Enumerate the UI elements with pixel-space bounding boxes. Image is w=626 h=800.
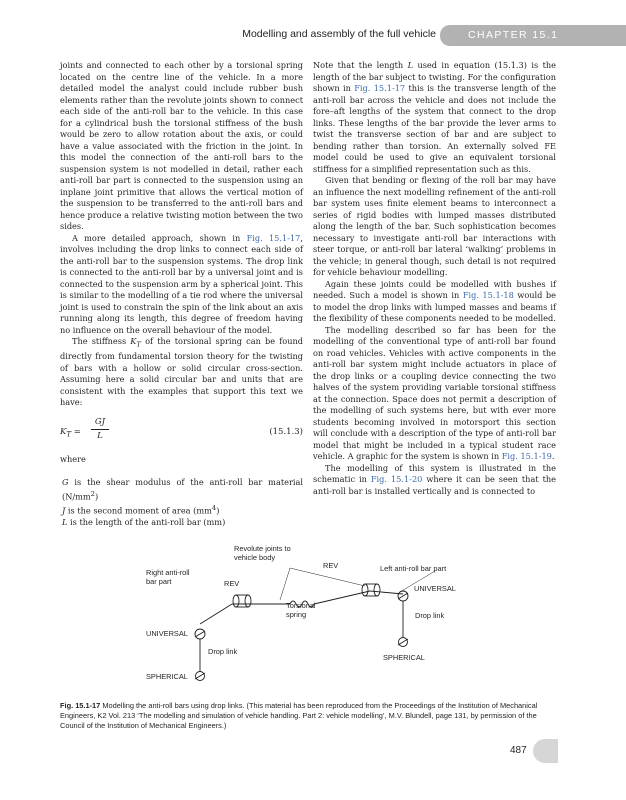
paragraph: A more detailed approach, shown in Fig. 15.1-17, involves including the drop links to connect each side of the anti-roll bar to the suspension systems. The drop link is connected to the anti-roll bar by a universal joint and is connected to the suspension arm by a spherical joint. This is similar to the modelling of a tie rod where the universal joint is used to constrain the spin of the link about an axis running along its length, this degree of freedom having no influence on the overall behaviour of the model. bbox=[60, 232, 303, 335]
label-spherical-right: SPHERICAL bbox=[383, 653, 425, 662]
right-bar-arm bbox=[370, 591, 403, 594]
figure-link[interactable]: Fig. 15.1-18 bbox=[462, 290, 514, 300]
paragraph: Again these joints could be modelled with bushes if needed. Such a model is shown in Fig. 15.1-18 would be to model the drop links with lumped masses and beams if the flexibility of these components needed to be modelled. bbox=[313, 278, 556, 323]
left-spherical-joint bbox=[195, 672, 205, 681]
label-revolute-joints: Revolute joints to vehicle body bbox=[234, 544, 291, 562]
symbol-list bbox=[60, 477, 303, 528]
caption-text: Modelling the anti-roll bars using drop links. (This material has been reproduced from the Proceedings of the Institution of Mechanical Engineers, K2 Vol. 213 ‘The modelling and simulation of vehicle handling. Part 2: vehicle modelling’, M.V. Blundell, page 131, by permission of the Council of the Institution of Mechanical Engineers.) bbox=[60, 701, 538, 730]
page-tab bbox=[533, 739, 558, 763]
figure-link[interactable]: Fig. 15.1-19 bbox=[501, 451, 552, 461]
label-drop-link-left: Drop link bbox=[208, 647, 238, 656]
left-column bbox=[60, 60, 303, 529]
symbol-definition: L is the length of the anti-roll bar (mm) bbox=[62, 517, 226, 528]
chapter-label: CHAPTER 15.1 bbox=[468, 29, 559, 41]
right-universal-joint bbox=[398, 591, 408, 601]
equation-fraction bbox=[91, 417, 109, 443]
label-drop-link-right: Drop link bbox=[415, 611, 445, 620]
equation-denominator: L bbox=[97, 431, 103, 442]
symbol-definition: G is the shear modulus of the anti-roll bar material $(N/mm^2)$ bbox=[62, 477, 303, 502]
paragraph: The stiffness $K_T$ of the torsional spring can be found directly from fundamental torsion theory for the twisting of bars with a hollow or solid circular cross-section. Assuming here a solid circular bar and units that are consistent with the examples that support this text we have: bbox=[60, 336, 303, 408]
figure-link[interactable]: Fig. 15.1-17 bbox=[246, 232, 301, 243]
anti-roll-bar-diagram bbox=[140, 538, 580, 688]
equation-lhs: $K_T$ = bbox=[60, 426, 81, 439]
left-bar-arm bbox=[200, 604, 232, 624]
label-torsional-spring: Torsional spring bbox=[286, 601, 316, 619]
symbol-definition: J is the second moment of area $(mm^4)$ bbox=[62, 503, 220, 516]
figure-link[interactable]: Fig. 15.1-20 bbox=[370, 474, 423, 484]
paragraph: The modelling of this system is illustrated in the schematic in Fig. 15.1-20 where it can be seen that the anti-roll bar is installed vertically and is connected to bbox=[313, 462, 556, 496]
label-universal-right: UNIVERSAL bbox=[414, 584, 456, 593]
right-spherical-joint bbox=[398, 638, 408, 647]
leader-line bbox=[280, 568, 290, 600]
paragraph: Note that the length L used in equation (15.1.3) is the length of the bar subject to twisting. For the configuration shown in Fig. 15.1-17 this is the transverse length of the anti-roll bar across the vehicle and does not include the fore–aft lengths of the system that connect to the drop links. These lengths of the bar provide the lever arms to twist the transverse section of bar and are subject to bending rather than torsion. An externally solved FE model could be used to give an equivalent torsional stiffness for a simplified representation such as this. bbox=[313, 60, 556, 174]
paragraph: Given that bending or flexing of the roll bar may have an influence the next modelling refinement of the anti-roll bar system uses finite element beams to interconnect a series of rigid bodies with lumped masses distributed along the length of the bar. Such sophistication becomes necessary to investigate anti-roll bar interactions with steer torque, or anti-roll bar lateral ‘walking’ problems in the vehicle; in general though, such detail is not required for vehicle behaviour modelling. bbox=[313, 175, 556, 277]
right-bar-transverse bbox=[314, 591, 370, 604]
page-header bbox=[0, 25, 626, 46]
figure-link[interactable]: Fig. 15.1-17 bbox=[354, 83, 406, 93]
leader-line bbox=[290, 568, 365, 586]
figure-caption bbox=[60, 701, 560, 731]
left-revolute-joint bbox=[233, 595, 251, 607]
running-title: Modelling and assembly of the full vehicle bbox=[242, 28, 436, 40]
where-label: where bbox=[60, 453, 86, 464]
caption-label: Fig. 15.1-17 bbox=[60, 701, 101, 710]
label-rev-left: REV bbox=[224, 579, 240, 588]
diagram-graphic bbox=[140, 538, 580, 688]
equation-number: (15.1.3) bbox=[269, 426, 303, 437]
label-universal-left: UNIVERSAL bbox=[146, 629, 188, 638]
page-number: 487 bbox=[510, 745, 527, 756]
chapter-tab bbox=[440, 25, 626, 46]
equation-numerator: GJ bbox=[91, 417, 109, 431]
left-universal-joint bbox=[195, 629, 205, 639]
label-rev-top: REV bbox=[323, 561, 339, 570]
label-right-bar-part: Right anti-roll bar part bbox=[146, 568, 190, 586]
label-left-bar-part: Left anti-roll bar part bbox=[380, 564, 447, 573]
paragraph: joints and connected to each other by a torsional spring located on the centre line of the vehicle. In a more detailed model the analyst could include rubber bush elements rather than the revolute joints shown to connect each side of the anti-roll bar to the vehicle. In this case for a cylindrical bush the torsional stiffness of the bush would be zero to allow rotation about the axis, or could have a value associated with the friction in the joint. In this model the connection of the anti-roll bars to the suspension system is not modelled in detail, rather each anti-roll bar part is connected to the suspension using an inplane joint primitive that allows the vertical motion of the suspension to be transferred to the anti-roll bars and hence produce a relative twisting motion between the two sides. bbox=[60, 60, 303, 231]
label-spherical-left: SPHERICAL bbox=[146, 672, 188, 681]
equation-15-1-3 bbox=[60, 415, 303, 451]
right-column bbox=[313, 60, 556, 497]
paragraph: The modelling described so far has been for the modelling of the conventional type of anti-roll bar found on road vehicles. Vehicles with active components in the anti-roll bar system might include actuators in place of the drop links or a coupling device connecting the two halves of the system providing variable torsional stiffness at the connection. Space does not permit a description of the modelling of such systems here, but with ever more students becoming involved in motorsport this section will conclude with a description of the type of anti-roll bar model that might be included in a typical student race vehicle. A graphic for the system is shown in Fig. 15.1-19. bbox=[313, 324, 556, 461]
